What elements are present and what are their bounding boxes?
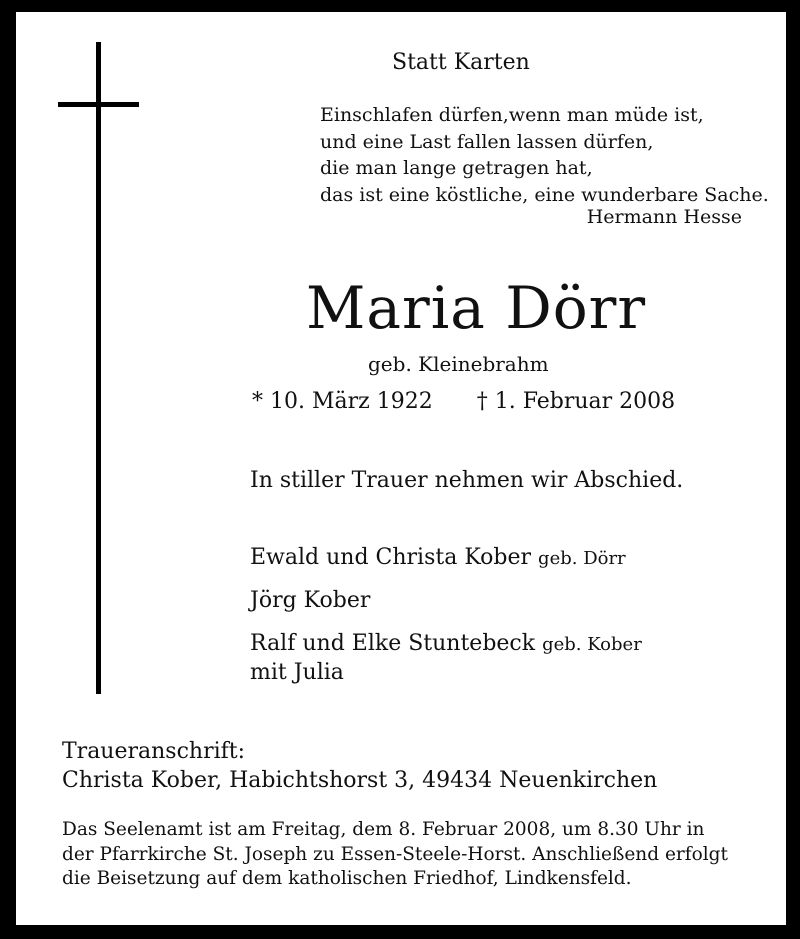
mourner-name: mit Julia	[250, 660, 344, 685]
mourner-name: Ewald und Christa Kober	[250, 545, 532, 570]
address-text: Christa Kober, Habichtshorst 3, 49434 Neuenkirchen	[62, 768, 658, 793]
poem-author: Hermann Hesse	[586, 206, 742, 228]
maiden-name: geb. Kleinebrahm	[368, 352, 549, 376]
life-dates	[252, 389, 675, 414]
service-notice	[62, 818, 728, 892]
mourner-line	[250, 660, 344, 685]
address-label: Traueranschrift:	[62, 739, 246, 764]
birth-date: * 10. März 1922	[252, 389, 433, 414]
mourner-line	[250, 631, 642, 656]
poem-line: Einschlafen dürfen,wenn man müde ist,	[320, 104, 704, 126]
cross-horizontal-bar	[58, 102, 139, 107]
header-statt-karten: Statt Karten	[392, 50, 530, 75]
notice-line: der Pfarrkirche St. Joseph zu Essen-Steele-Horst. Anschließend erfolgt	[62, 843, 728, 865]
poem-line: und eine Last fallen lassen dürfen,	[320, 130, 654, 153]
deceased-name: Maria Dörr	[306, 274, 647, 342]
cross-vertical-bar	[96, 42, 101, 694]
mourner-note: geb. Dörr	[538, 548, 626, 569]
mourner-note: geb. Kober	[542, 634, 642, 655]
poem	[320, 102, 769, 208]
mourner-line	[250, 545, 626, 570]
dagger-icon: †	[476, 389, 488, 414]
mourner-line	[250, 588, 370, 613]
farewell-text: In stiller Trauer nehmen wir Abschied.	[250, 468, 684, 493]
notice-line: Das Seelenamt ist am Freitag, dem 8. Februar 2008, um 8.30 Uhr in	[62, 819, 705, 840]
poem-line: die man lange getragen hat,	[320, 157, 593, 179]
poem-line: das ist eine köstliche, eine wunderbare Sache.	[320, 183, 769, 206]
mourner-name: Ralf und Elke Stuntebeck	[250, 631, 536, 656]
death-date: 1. Februar 2008	[494, 389, 676, 414]
mourner-name: Jörg Kober	[250, 588, 371, 613]
notice-line: die Beisetzung auf dem katholischen Friedhof, Lindkensfeld.	[62, 868, 632, 889]
